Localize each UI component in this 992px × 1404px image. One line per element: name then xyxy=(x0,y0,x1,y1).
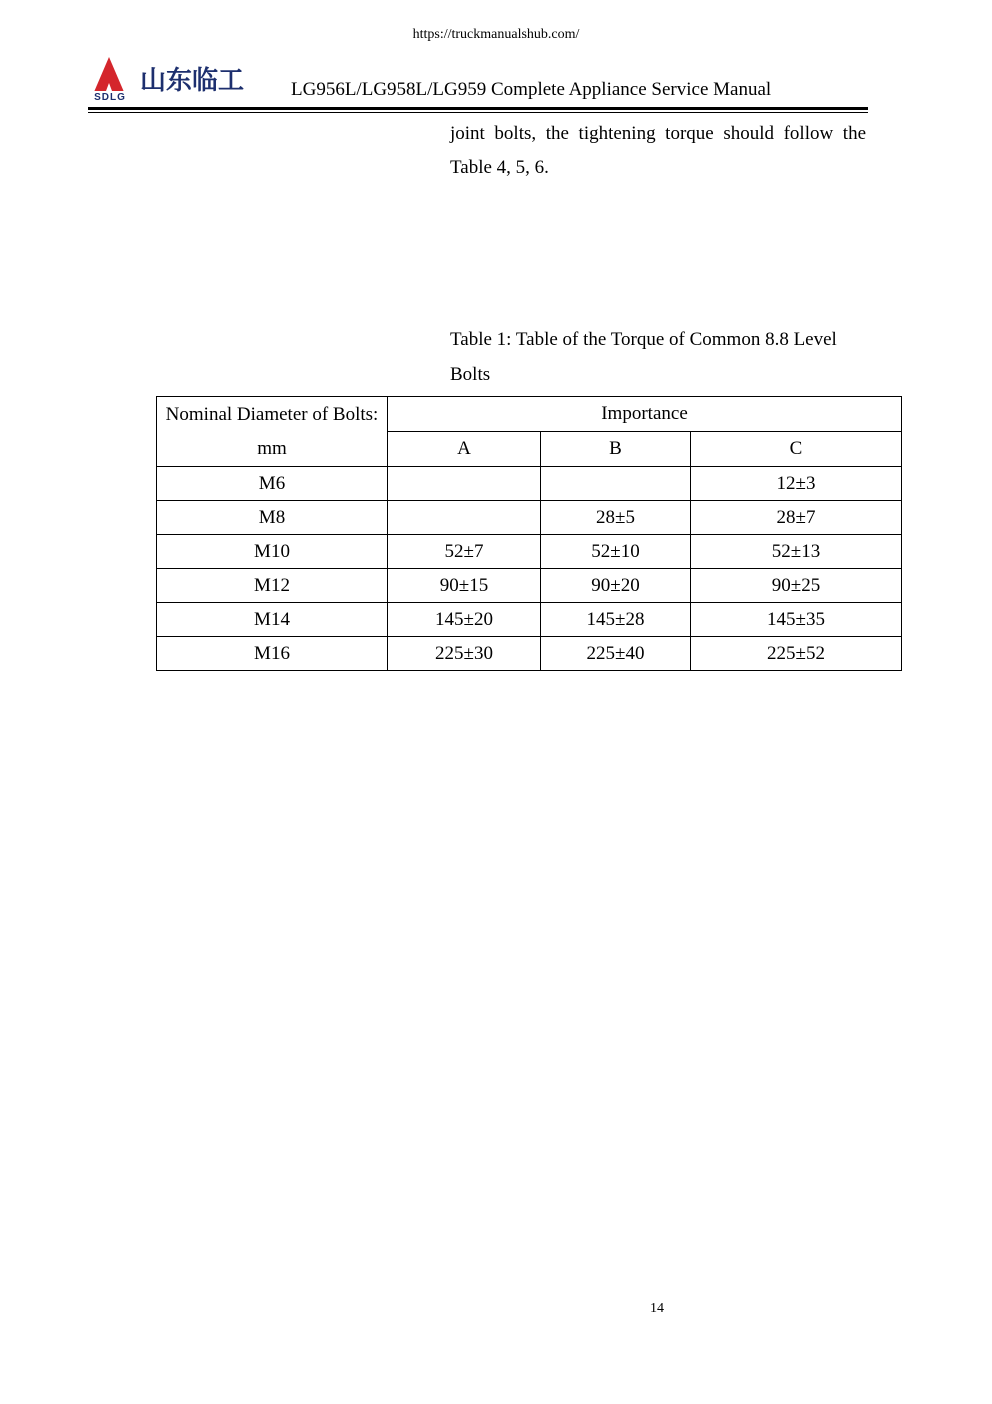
sdlg-logo xyxy=(88,55,268,103)
torque-table xyxy=(156,396,902,671)
table-header-row xyxy=(157,397,902,432)
torque-c-cell: 12±3 xyxy=(691,467,902,501)
torque-b-cell: 28±5 xyxy=(541,501,691,535)
torque-a-cell xyxy=(388,467,541,501)
header-importance: Importance xyxy=(388,397,902,432)
bolt-size-cell: M6 xyxy=(157,467,388,501)
torque-c-cell: 52±13 xyxy=(691,535,902,569)
torque-b-cell xyxy=(541,467,691,501)
bolt-size-cell: M12 xyxy=(157,569,388,603)
torque-c-cell: 225±52 xyxy=(691,637,902,671)
subheader-c: C xyxy=(691,432,902,467)
logo-abbr: SDLG xyxy=(94,92,126,103)
header-rule-thick xyxy=(88,107,868,110)
subheader-b: B xyxy=(541,432,691,467)
torque-c-cell: 28±7 xyxy=(691,501,902,535)
header-rule-thin xyxy=(88,112,868,113)
source-url: https://truckmanualshub.com/ xyxy=(412,27,580,42)
torque-b-cell: 145±28 xyxy=(541,603,691,637)
table-row xyxy=(157,467,902,501)
page-number: 14 xyxy=(650,1301,664,1316)
bolt-size-cell: M14 xyxy=(157,603,388,637)
torque-a-cell: 90±15 xyxy=(388,569,541,603)
torque-a-cell: 52±7 xyxy=(388,535,541,569)
table-row xyxy=(157,501,902,535)
torque-a-cell: 145±20 xyxy=(388,603,541,637)
subheader-a: A xyxy=(388,432,541,467)
bolt-size-cell: M16 xyxy=(157,637,388,671)
torque-a-cell xyxy=(388,501,541,535)
table-row xyxy=(157,603,902,637)
body-paragraph: joint bolts, the tightening torque should follow the Table 4, 5, 6. xyxy=(450,123,866,178)
torque-b-cell: 225±40 xyxy=(541,637,691,671)
torque-c-cell: 145±35 xyxy=(691,603,902,637)
bolt-size-cell: M10 xyxy=(157,535,388,569)
torque-b-cell: 90±20 xyxy=(541,569,691,603)
torque-c-cell: 90±25 xyxy=(691,569,902,603)
header-nominal-diameter: Nominal Diameter of Bolts: mm xyxy=(157,397,388,467)
logo-chinese-text: 山东临工 xyxy=(140,66,245,96)
torque-a-cell: 225±30 xyxy=(388,637,541,671)
table-caption: Table 1: Table of the Torque of Common 8.8 Level Bolts xyxy=(450,329,837,385)
bolt-size-cell: M8 xyxy=(157,501,388,535)
document-title: LG956L/LG958L/LG959 Complete Appliance Service Manual xyxy=(291,79,772,100)
torque-b-cell: 52±10 xyxy=(541,535,691,569)
table-row xyxy=(157,535,902,569)
table-row xyxy=(157,569,902,603)
table-row xyxy=(157,637,902,671)
